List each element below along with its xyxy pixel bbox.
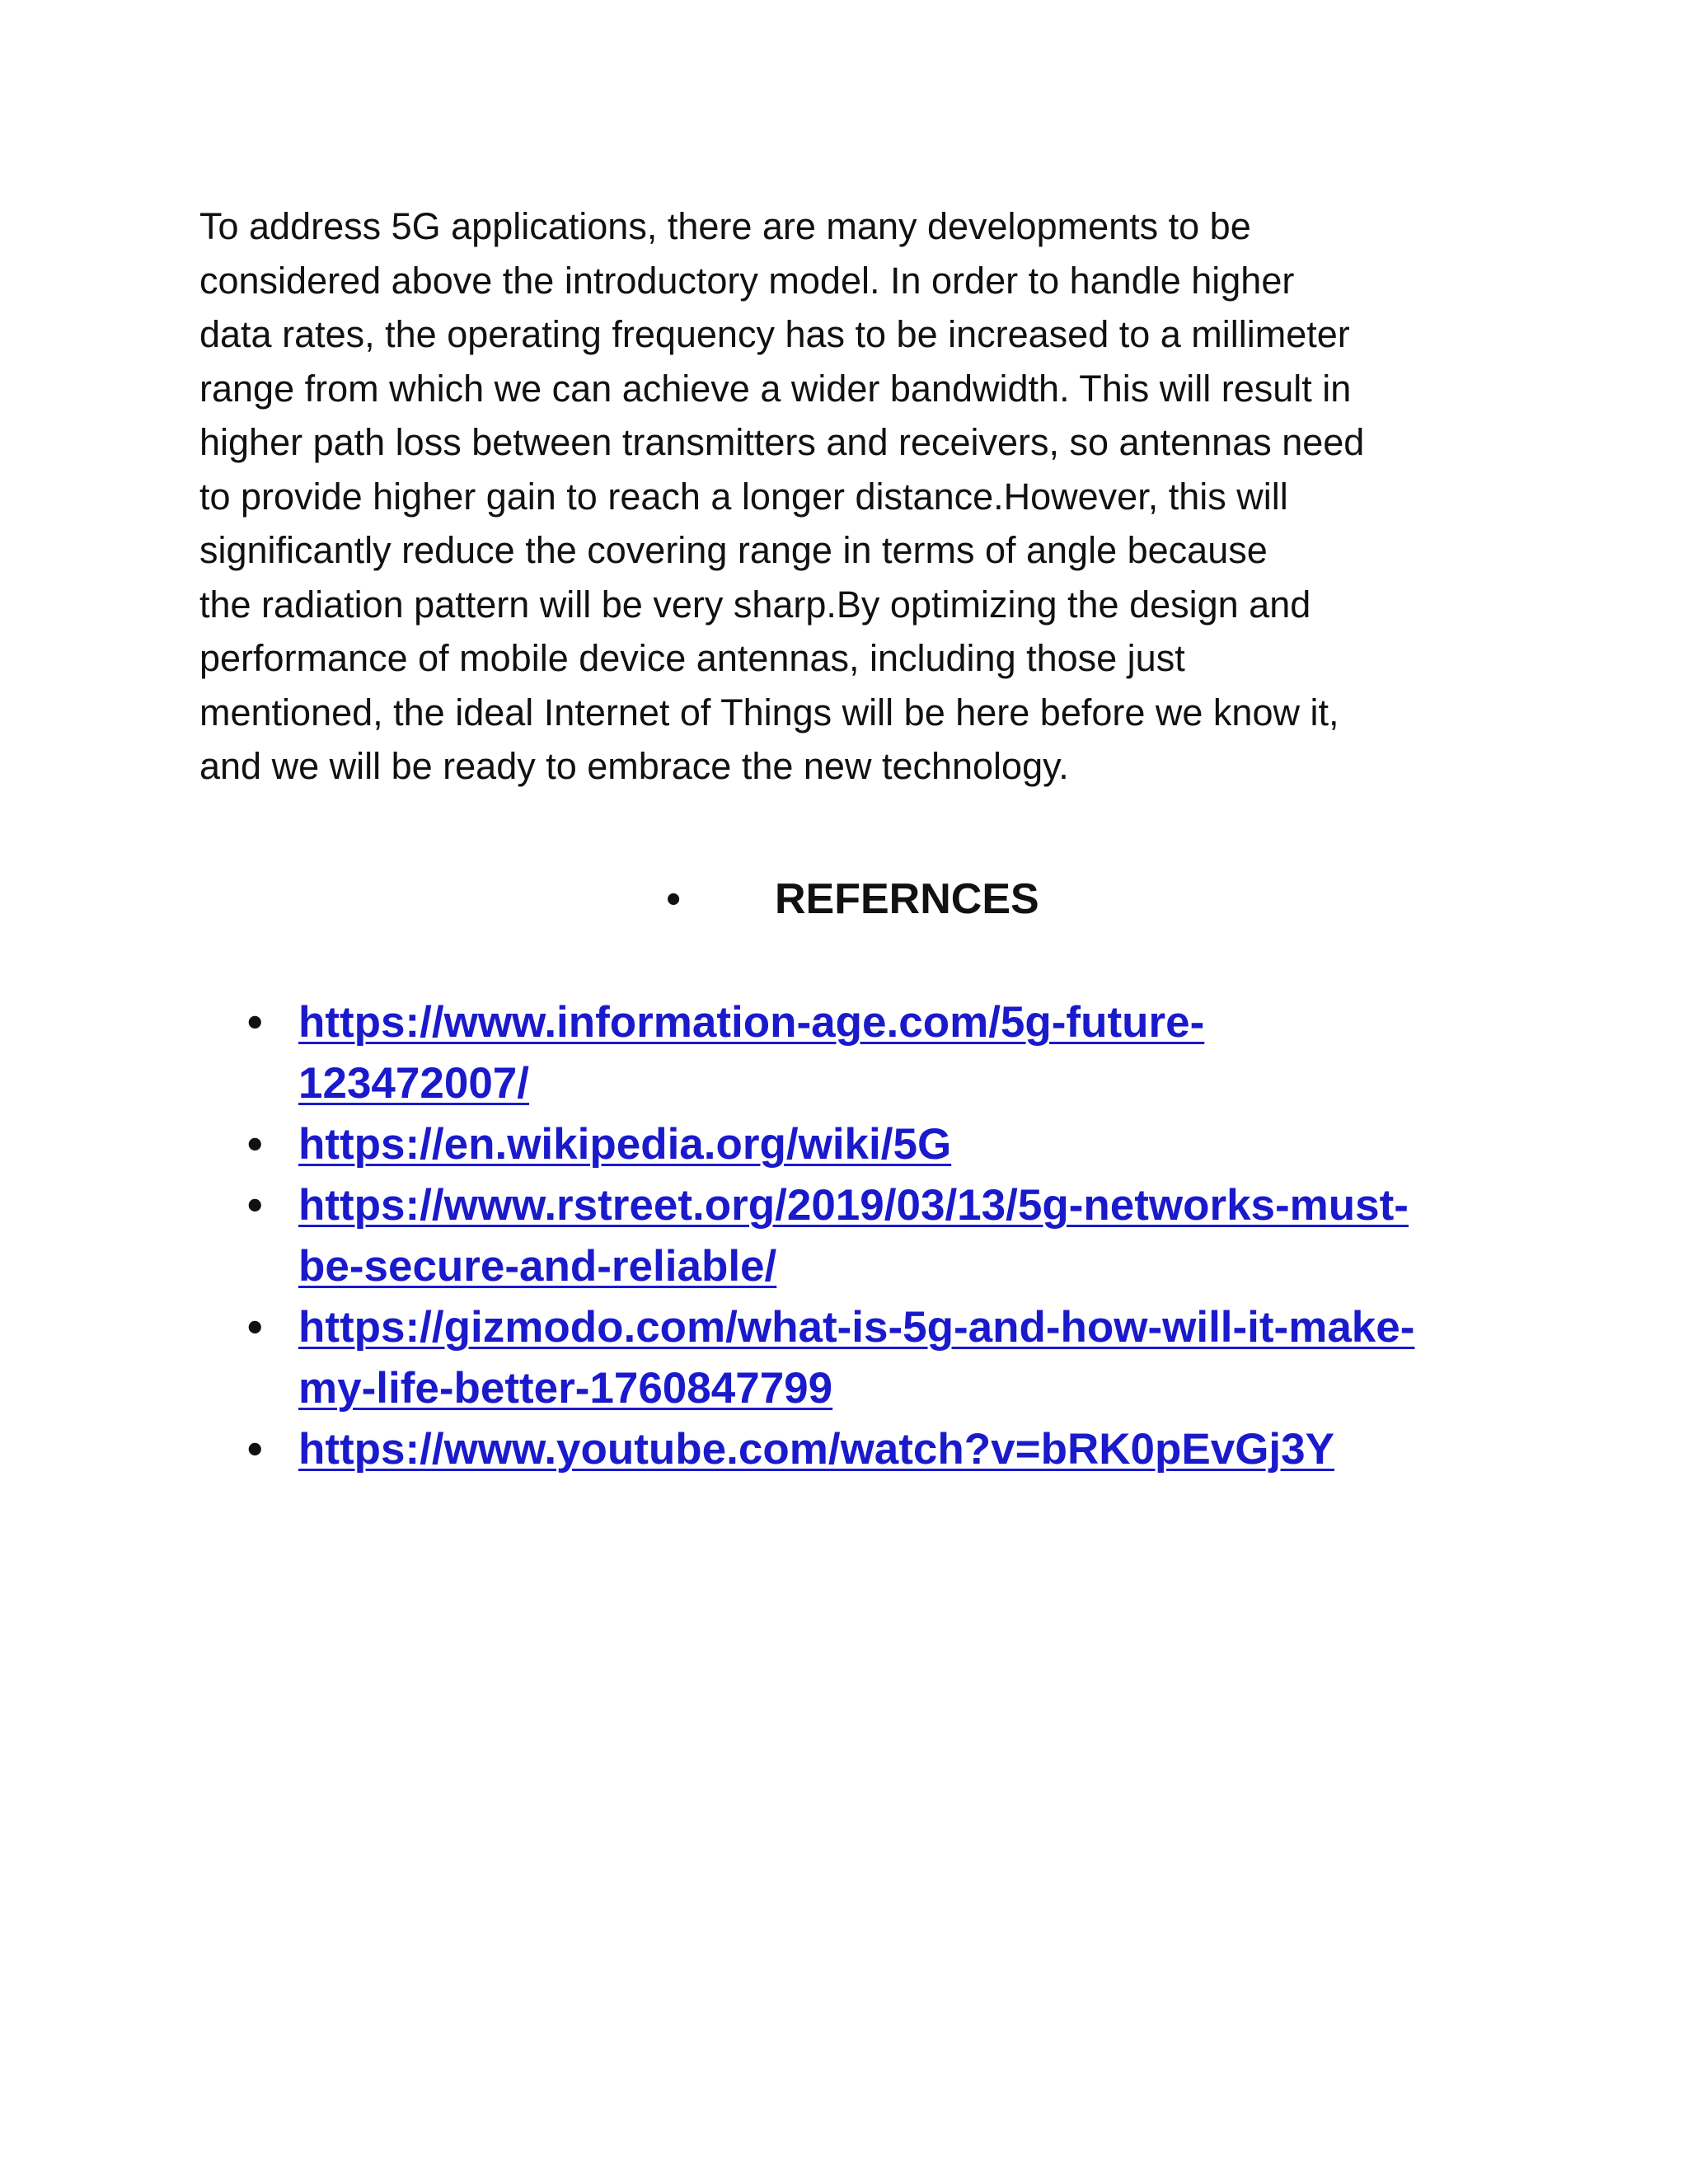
reference-item (247, 1297, 1414, 1419)
paragraph-line: data rates, the operating frequency has to be increased to a millimeter (199, 313, 1350, 355)
reference-item (247, 1114, 1414, 1175)
reference-item (247, 992, 1414, 1114)
paragraph-line: the radiation pattern will be very sharp.By optimizing the design and (199, 583, 1311, 626)
list-bullet: • (247, 998, 263, 1047)
link-line: https://www.rstreet.org/2019/03/13/5g-networks-must- (298, 1181, 1409, 1230)
link-line: my-life-better-1760847799 (298, 1364, 833, 1413)
paragraph-line: mentioned, the ideal Internet of Things will be here before we know it, (199, 691, 1339, 733)
paragraph-line: performance of mobile device antennas, including those just (199, 637, 1185, 679)
body-paragraph (199, 199, 1502, 794)
list-bullet: • (247, 1120, 263, 1169)
reference-link-rstreet[interactable] (298, 1175, 1414, 1297)
paragraph-line: and we will be ready to embrace the new technology. (199, 745, 1069, 787)
paragraph-line: range from which we can achieve a wider bandwidth. This will result in (199, 367, 1352, 410)
list-bullet: • (247, 1181, 263, 1230)
link-line: https://www.youtube.com/watch?v=bRK0pEvGj3Y (298, 1425, 1334, 1474)
list-bullet: • (247, 1303, 263, 1352)
paragraph-line: significantly reduce the covering range in terms of angle because (199, 529, 1268, 571)
list-bullet: • (247, 1425, 263, 1474)
heading-bullet: • (666, 875, 682, 923)
paragraph-line: to provide higher gain to reach a longer distance.However, this will (199, 475, 1288, 518)
references-heading-text: REFERNCES (775, 875, 1039, 923)
link-line: https://gizmodo.com/what-is-5g-and-how-will-it-make- (298, 1303, 1415, 1352)
paragraph-line: To address 5G applications, there are many developments to be (199, 205, 1251, 247)
link-line: 123472007/ (298, 1059, 530, 1108)
reference-link-youtube[interactable] (298, 1419, 1414, 1480)
link-line: https://en.wikipedia.org/wiki/5G (298, 1120, 952, 1169)
paragraph-line: higher path loss between transmitters and receivers, so antennas need (199, 421, 1365, 463)
reference-link-wikipedia[interactable] (298, 1114, 1414, 1175)
link-line: be-secure-and-reliable/ (298, 1242, 777, 1291)
reference-link-gizmodo[interactable] (298, 1297, 1414, 1419)
link-line: https://www.information-age.com/5g-future- (298, 998, 1205, 1047)
paragraph-line: considered above the introductory model. In order to handle higher (199, 259, 1295, 302)
references-heading (666, 870, 1039, 928)
reference-link-information-age[interactable] (298, 992, 1414, 1114)
reference-item (247, 1175, 1414, 1297)
references-list (247, 992, 1414, 1480)
reference-item (247, 1419, 1414, 1480)
